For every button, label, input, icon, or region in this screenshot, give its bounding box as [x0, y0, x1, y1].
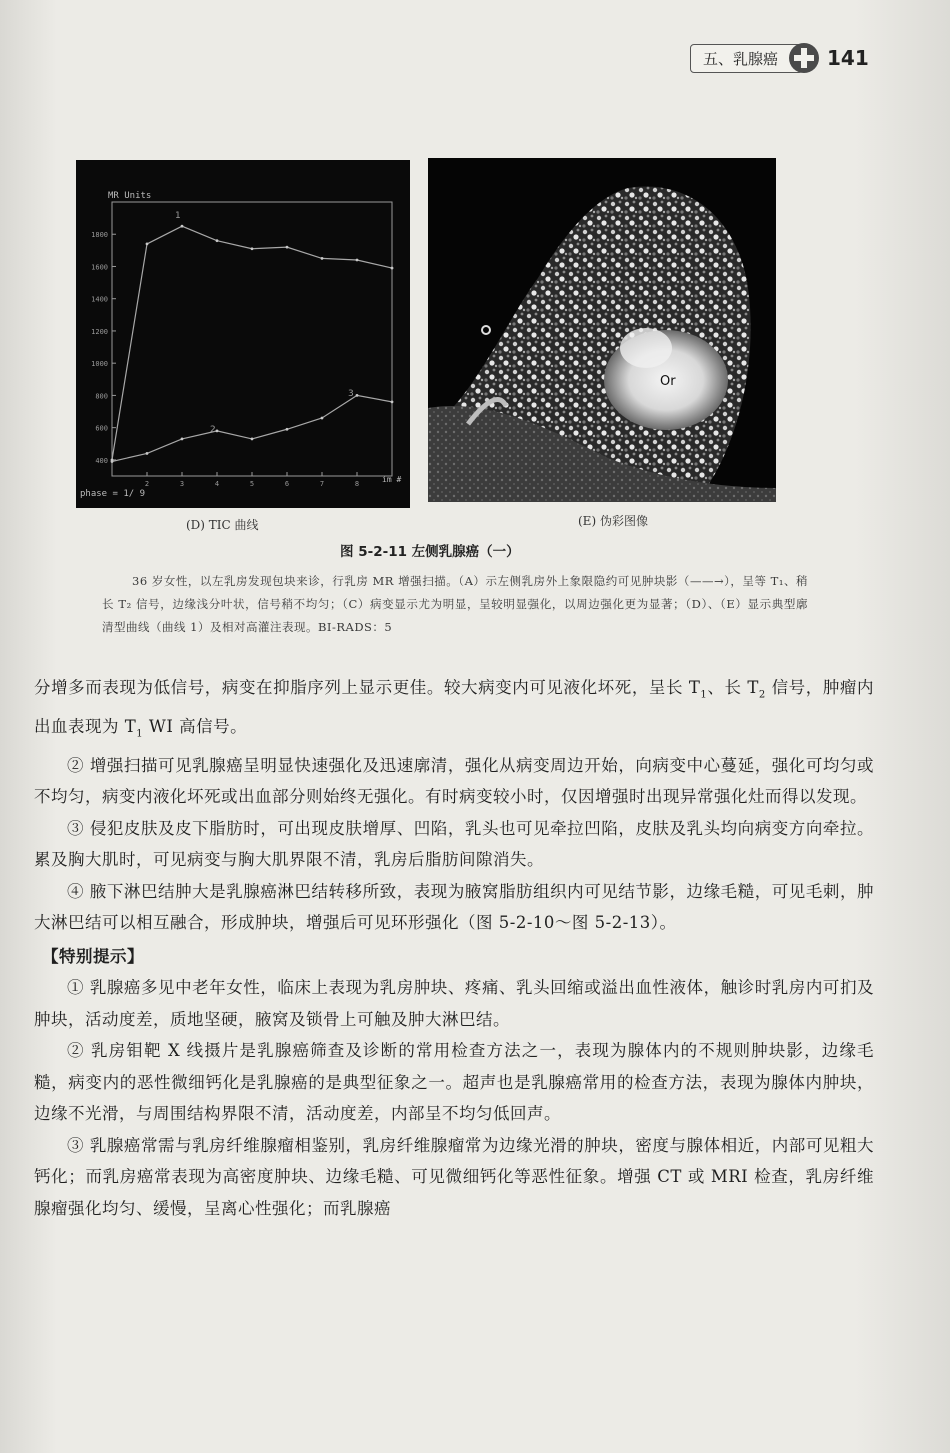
lesion-core	[620, 328, 672, 368]
data-point	[286, 428, 289, 431]
caption-d: (D) TIC 曲线	[186, 518, 259, 532]
curve-1-label: 1	[175, 211, 181, 221]
data-point	[111, 460, 114, 463]
x-unit-label: im #	[382, 475, 402, 484]
x-tick-label: 8	[354, 480, 360, 488]
page-number: 141	[827, 46, 869, 70]
data-point	[216, 239, 219, 242]
y-tick-label: 600	[95, 424, 108, 433]
x-tick-label: 2	[144, 480, 150, 488]
caption-e: (E) 伪彩图像	[578, 514, 648, 528]
y-tick-label: 1600	[91, 263, 108, 272]
data-point	[321, 257, 324, 260]
body-text	[34, 672, 874, 1224]
series-line-2	[112, 395, 392, 461]
data-point	[181, 225, 184, 228]
y-tick-label: 1000	[91, 360, 108, 369]
x-tick-label: 3	[179, 480, 185, 488]
curve-3-label: 3	[348, 389, 354, 399]
figure-description: 36 岁女性，以左乳房发现包块来诊，行乳房 MR 增强扫描。（A）示左侧乳房外上象限隐约可见肿块影（——→），呈等 T₁、稍长 T₂ 信号，边缘浅分叶状，信号稍不均匀；（C）病变显示尤为明显，呈较明显强化，以周边强化更为显著；（D）、（E）显示典型廓清型曲线（曲线 1）及相对高灌注表现。BI-RADS：5	[102, 574, 808, 634]
tip-3: ③ 乳腺癌常需与乳房纤维腺瘤相鉴别，乳房纤维腺瘤常为边缘光滑的肿块，密度与腺体相近，内部可见粗大钙化；而乳房癌常表现为高密度肿块、边缘毛糙、可见微细钙化等恶性征象。增强 CT 或 MRI 检查，乳房纤维腺瘤强化均匀、缓慢，呈离心性强化；而乳腺癌	[34, 1135, 874, 1218]
chart-axes	[91, 202, 392, 488]
figure-title: 图 5-2-11 左侧乳腺癌（一）	[340, 544, 520, 560]
data-point	[391, 400, 394, 403]
x-tick-label: 7	[319, 480, 325, 488]
data-point	[391, 267, 394, 270]
data-point	[181, 438, 184, 441]
x-tick-label: 6	[284, 480, 290, 488]
plus-icon	[789, 43, 819, 73]
curve-2-label: 2	[210, 425, 216, 435]
x-tick-label: 4	[214, 480, 220, 488]
chart-series	[111, 225, 394, 463]
paragraph-1: 分增多而表现为低信号，病变在抑脂序列上显示更佳。较大病变内可见液化坏死，呈长 $T_1$、长 $T_2$ 信号，肿瘤内出血表现为 $T_1$ WI 高信号。	[34, 678, 874, 740]
y-unit-label: MR Units	[108, 191, 152, 201]
data-point	[356, 394, 359, 397]
tip-1: ① 乳腺癌多见中老年女性，临床上表现为乳房肿块、疼痛、乳头回缩或溢出血性液体，触诊时乳房内可扪及肿块，活动度差，质地坚硬，腋窝及锁骨上可触及肿大淋巴结。	[34, 978, 874, 1029]
y-tick-label: 1400	[91, 295, 108, 304]
x-tick-label: 5	[249, 480, 255, 488]
data-point	[251, 247, 254, 250]
data-point	[146, 243, 149, 246]
tic-curve-figure	[76, 160, 410, 508]
y-tick-label: 1800	[91, 231, 108, 240]
data-point	[251, 438, 254, 441]
y-tick-label: 400	[95, 456, 108, 465]
paragraph-4: ④ 腋下淋巴结肿大是乳腺癌淋巴结转移所致，表现为腋窝脂肪组织内可见结节影，边缘毛糙，可见毛刺，肿大淋巴结可以相互融合，形成肿块，增强后可见环形强化（图 5-2-10～图 5-2-13）。	[34, 881, 874, 933]
tic-chart	[76, 160, 410, 508]
plot-frame	[112, 202, 392, 476]
data-point	[356, 259, 359, 262]
y-tick-label: 800	[95, 392, 108, 401]
y-tick-label: 1200	[91, 327, 108, 336]
phase-label: phase = 1/ 9	[80, 489, 146, 499]
running-header	[690, 42, 869, 74]
node-marker	[482, 326, 490, 334]
paragraph-2: ② 增强扫描可见乳腺癌呈明显快速强化及迅速廓清，强化从病变周边开始，向病变中心蔓延，强化可均匀或不均匀，病变内液化坏死或出血部分则始终无强化。有时病变较小时，仅因增强时出现异常强化灶而得以发现。	[34, 755, 874, 807]
tip-2: ② 乳房钼靶 X 线摄片是乳腺癌筛查及诊断的常用检查方法之一，表现为腺体内的不规则肿块影，边缘毛糙，病变内的恶性微细钙化是乳腺癌的是典型征象之一。超声也是乳腺癌常用的检查方法，表现为腺体内肿块，边缘不光滑，与周围结构界限不清，活动度差，内部呈不均匀低回声。	[34, 1041, 874, 1124]
roi-marker: Or	[660, 374, 676, 389]
chapter-title: 五、乳腺癌	[690, 44, 803, 73]
breast-mri-graphic	[428, 158, 776, 502]
data-point	[216, 429, 219, 432]
data-point	[321, 417, 324, 420]
series-line-1	[112, 226, 392, 460]
paragraph-3: ③ 侵犯皮肤及皮下脂肪时，可出现皮肤增厚、凹陷，乳头也可见牵拉凹陷，皮肤及乳头均向病变方向牵拉。累及胸大肌时，可见病变与胸大肌界限不清，乳房后脂肪间隙消失。	[34, 818, 874, 870]
data-point	[146, 452, 149, 455]
data-point	[286, 246, 289, 249]
special-tip-heading: 【特别提示】	[42, 946, 144, 966]
pseudo-color-image	[428, 158, 776, 502]
